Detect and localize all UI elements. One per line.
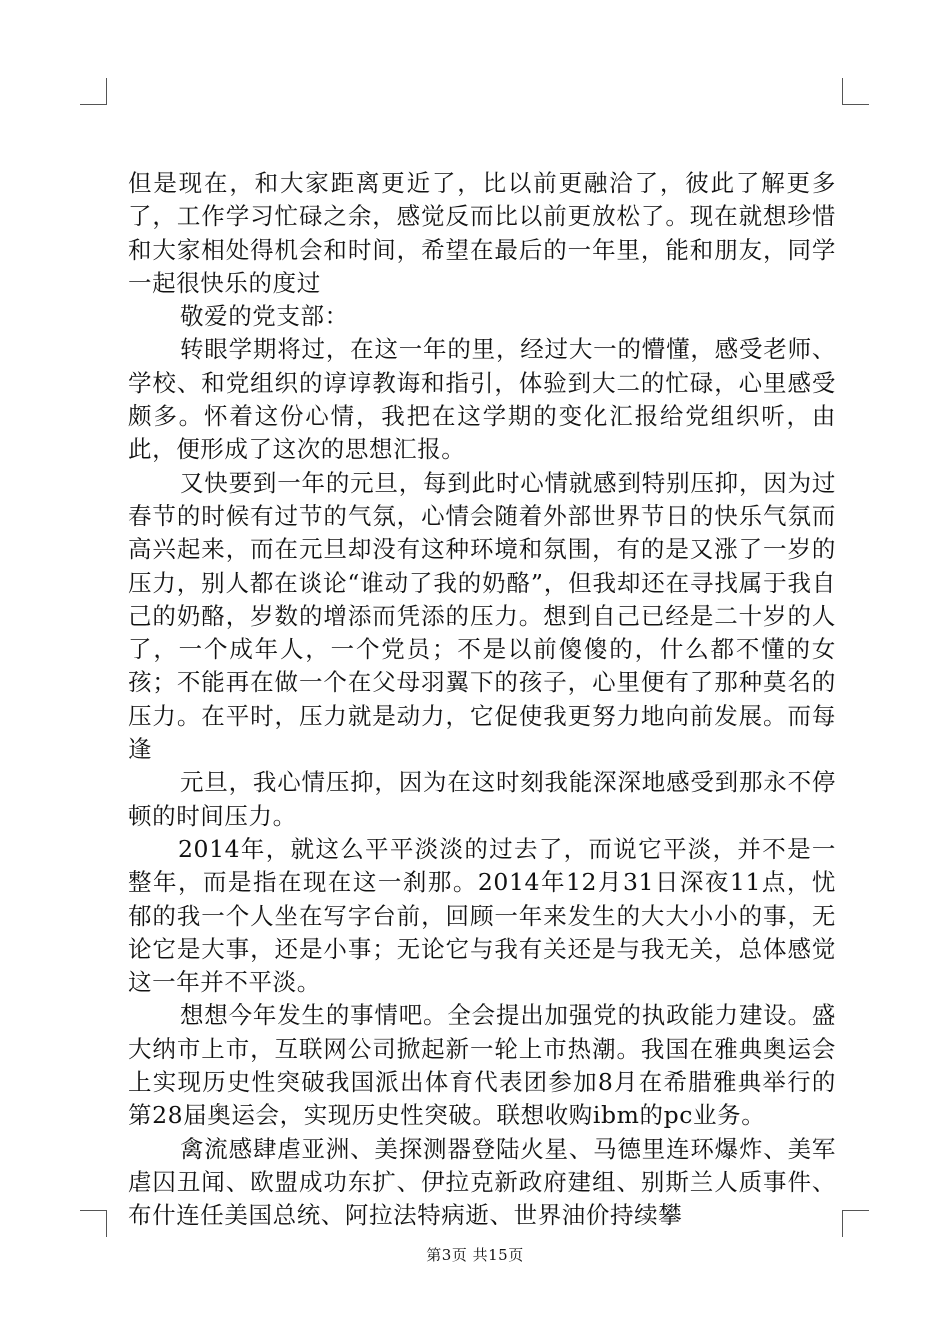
paragraph: 又快要到一年的元旦，每到此时心情就感到特别压抑，因为过春节的时候有过节的气氛，心情会随着外部世界节日的快乐气氛而高兴起来，而在元旦却没有这种环境和氛围，有的是又涨了一岁的压力，别人都在谈论“谁动了我的奶酪”，但我却还在寻找属于我自己的奶酪，岁数的增添而凭添的压力。想到自己已经是二十岁的人了，一个成年人，一个党员；不是以前傻傻的，什么都不懂的女孩；不能再在做一个在父母羽翼下的孩子，心里便有了那种莫名的压力。在平时，压力就是动力，它促使我更努力地向前发展。而每逢 [128,468,836,764]
crop-mark-bottom-left [80,1210,107,1237]
paragraph: 元旦，我心情压抑，因为在这时刻我能深深地感受到那永不停顿的时间压力。 [128,768,836,830]
paragraph: 但是现在，和大家距离更近了，比以前更融洽了，彼此了解更多了，工作学习忙碌之余，感觉反而比以前更放松了。现在就想珍惜和大家相处得机会和时间，希望在最后的一年里，能和朋友，同学一起很快乐的度过 [128,169,836,297]
crop-mark-top-right [842,78,869,105]
paragraph: 禽流感肆虐亚洲、美探测器登陆火星、马德里连环爆炸、美军虐囚丑闻、欧盟成功东扩、伊拉克新政府建组、别斯兰人质事件、布什连任美国总统、阿拉法特病逝、世界油价持续攀 [128,1134,836,1230]
paragraph: 想想今年发生的事情吧。全会提出加强党的执政能力建设。盛大纳市上市，互联网公司掀起新一轮上市热潮。我国在雅典奥运会上实现历史性突破我国派出体育代表团参加8月在希腊雅典举行的第28届奥运会，实现历史性突破。联想收购ibm的pc业务。 [128,1001,836,1130]
page-footer: 第3页 共15页 [426,1246,524,1264]
crop-mark-bottom-right [842,1210,869,1237]
document-body [128,167,836,1233]
paragraph: 转眼学期将过，在这一年的里，经过大一的懵懂，感受老师、学校、和党组织的谆谆教诲和指引，体验到大二的忙碌，心里感受颇多。怀着这份心情，我把在这学期的变化汇报给党组织听，由此，便形成了这次的思想汇报。 [128,335,836,464]
paragraph: 2014年，就这么平平淡淡的过去了，而说它平淡，并不是一整年，而是指在现在这一刹那。2014年12月31日深夜11点，忧郁的我一个人坐在写字台前，回顾一年来发生的大大小小的事，无论它是大事，还是小事；无论它与我有关还是与我无关，总体感觉这一年并不平淡。 [128,834,836,997]
crop-mark-top-left [80,78,107,105]
salutation: 敬爱的党支部： [180,302,349,331]
